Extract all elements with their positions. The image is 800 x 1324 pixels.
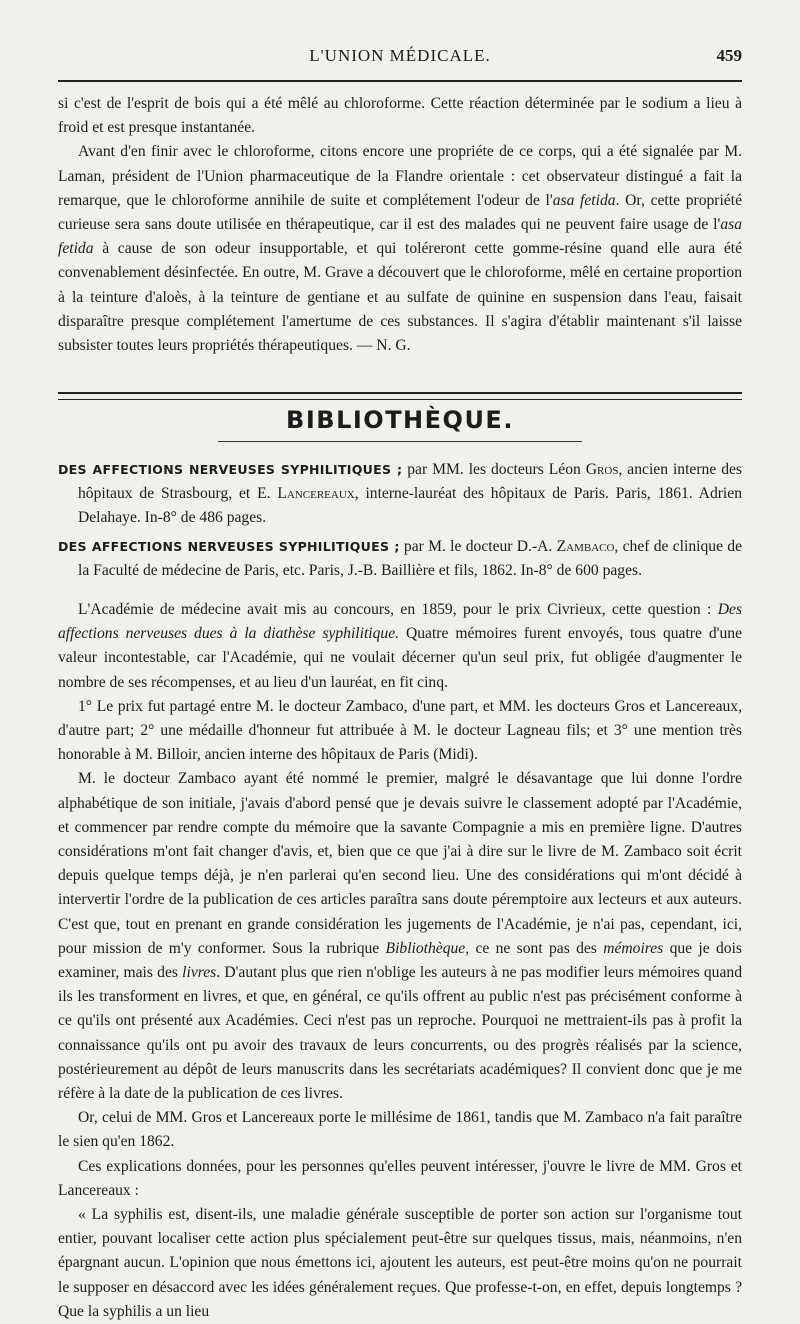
text-run: Avant d'en finir avec le chloroforme, citons encore une propriéte de ce corps, qui a été signalée par M. Laman, président de l'Union pharmaceutique de la Flandre orientale : cet observateur distingué a fait la remarque, que le chloroforme annihile de suite et complétement l'odeur de l' [58,143,742,209]
text-run: par M. le docteur D.-A. [399,537,557,555]
text-run: Quatre mémoires furent envoyés, tous quatre d'une valeur incontestable, car l'Académie, qui ne voulait décerner qu'un seul prix, fut obligée d'augmenter le nombre de ses récompenses, et au lieu d'un lauréat, en fit cinq. [58,625,742,691]
section-title: BIBLIOTHÈQUE. [286,406,514,434]
reference-title: DES AFFECTIONS NERVEUSES SYPHILITIQUES ; [58,462,403,477]
text-run: à cause de son odeur insupportable, et qui toléreront cette gomme-résine quand elle aura été convenablement désinfectée. En outre, M. Grave a découvert que le chloroforme, mêlé en certaine proportion à la teinture d'aloès, à la teinture de gentiane et au sulfate de quinine en suspension dans l'eau, faisait disparaître presque complétement l'amertume de ces substances. Il s'agira d'établir maintenant s'il laisse subsister toutes leurs propriétés thérapeutiques. — N. G. [58,240,742,355]
author-name: Lancereaux [277,485,355,503]
body-paragraph [58,767,742,1106]
body-paragraph [58,598,742,695]
reference-title: DES AFFECTIONS NERVEUSES SYPHILITIQUES ; [58,538,400,554]
running-title: L'UNION MÉDICALE. [309,46,491,65]
reference-entry [58,458,742,531]
italic-term: asa fetida [552,191,616,209]
reference-entry [58,535,742,583]
title-underline [218,441,582,442]
body-paragraph: Ces explications données, pour les personnes qu'elles peuvent intéresser, j'ouvre le livre de MM. Gros et Lancereaux : [58,1157,742,1199]
italic-term: livres [182,964,217,982]
text-run: par MM. les docteurs Léon [402,461,586,478]
quoted-paragraph: « La syphilis est, disent-ils, une maladie générale susceptible de porter son action sur l'organisme tout entier, pouvant localiser cette action plus spécialement peut-être sur quelques tissus, mais, néanmoins, n'en épargnant aucun. L'opinion que nous émettons ici, ajoutent les auteurs, est peut-être moins qu'on ne pourrait le supposer en désaccord avec les idées généralement reçues. Que professe-t-on, en effet, depuis longtemps ? Que la syphilis a un lieu [58,1206,742,1320]
text-run: que je dois examiner, mais des [58,939,742,982]
header-rule [58,80,742,82]
italic-term: Bibliothèque [385,939,466,957]
review-body [58,598,742,1324]
text-run: L'Académie de médecine avait mis au concours, en 1859, pour le prix Civrieux, cette question : [78,601,718,618]
text-run: , ancien interne des hôpitaux de Strasbourg, et E. [78,461,743,503]
text-run: , interne-lauréat des hôpitaux de Paris. Paris, 1861. Adrien Delahaye. In-8° de 486 pages. [78,485,742,527]
section-divider [58,392,742,400]
text-run: , ce ne sont pas des [465,939,604,957]
text-run: . D'autant plus que rien n'oblige les auteurs à ne pas modifier leurs mémoires quand ils les transforment en livres, et que, en général, ce qu'ils offrent au public n'est pas précisément conforme à ce qu'ils ont présenté aux Académies. Ceci n'est pas un reproche. Pourquoi ne mettraient-ils pas à profit la connaissance qu'ils ont pu avoir des travaux de leurs concurrents, ou des progrès réalisés par la science, postérieurement au dépôt de leurs manuscrits dans les secrétariats académiques? Il convient donc que je me réfère à la date de la publication de ces livres. [58,964,742,1103]
page-number: 459 [716,46,742,65]
text-run: . Or, cette propriété curieuse sera sans doute utilisée en thérapeutique, car il est des malades qui ne peuvent faire usage de l' [58,191,742,234]
running-header [58,0,742,80]
author-name: Gros [585,461,619,478]
body-paragraph: 1° Le prix fut partagé entre M. le docteur Zambaco, d'une part, et MM. les docteurs Gros et Lancereaux, d'autre part; 2° une médaille d'honneur fut attribuée à M. le docteur Lagneau fils; et 3° une mention très honorable à M. Billoir, ancien interne des hôpitaux de Paris (Midi). [58,697,742,764]
intro-paragraph-chloroform [58,140,742,358]
bibliography-references [58,458,742,587]
italic-term: Des affections nerveuses dues à la diathèse syphilitique. [58,601,742,643]
body-paragraph: Or, celui de MM. Gros et Lancereaux porte le millésime de 1861, tandis que M. Zambaco n'a fait paraître le sien qu'en 1862. [58,1109,742,1151]
italic-term: mémoires [603,939,664,957]
intro-paragraph: si c'est de l'esprit de bois qui a été mêlé au chloroforme. Cette réaction déterminée par le sodium a lieu à froid et est presque instantanée. [58,95,742,137]
text-run: M. le docteur Zambaco ayant été nommé le premier, malgré le désavantage que lui donne l'ordre alphabétique de son initiale, j'avais d'abord pensé que je devais suivre le classement adopté par l'Académie, et commencer par rendre compte du mémoire que la savante Compagnie a mis en première ligne. D'autres considérations m'ont fait changer d'avis, et, bien que ce que j'ai à dire sur le livre de M. Zambaco soit écrit depuis quelque temps déjà, je n'en parlerai qu'en second lieu. Une des considérations qui m'ont décidé à intervertir l'ordre de la publication de ces articles paraîtra sans doute péremptoire aux lecteurs et aux auteurs. C'est que, tout en prenant en grande considération les jugements de l'Académie, je n'ai pas, cependant, ici, pour mission de m'y conformer. Sous la rubrique [58,770,742,957]
document-page [58,0,743,1320]
text-run: , chef de clinique de la Faculté de médecine de Paris, etc. Paris, J.-B. Baillière et fils, 1862. In-8° de 600 pages. [78,537,743,579]
intro-section [58,92,742,358]
italic-term: asa fetida [58,216,742,258]
author-name: Zambaco [556,537,615,555]
